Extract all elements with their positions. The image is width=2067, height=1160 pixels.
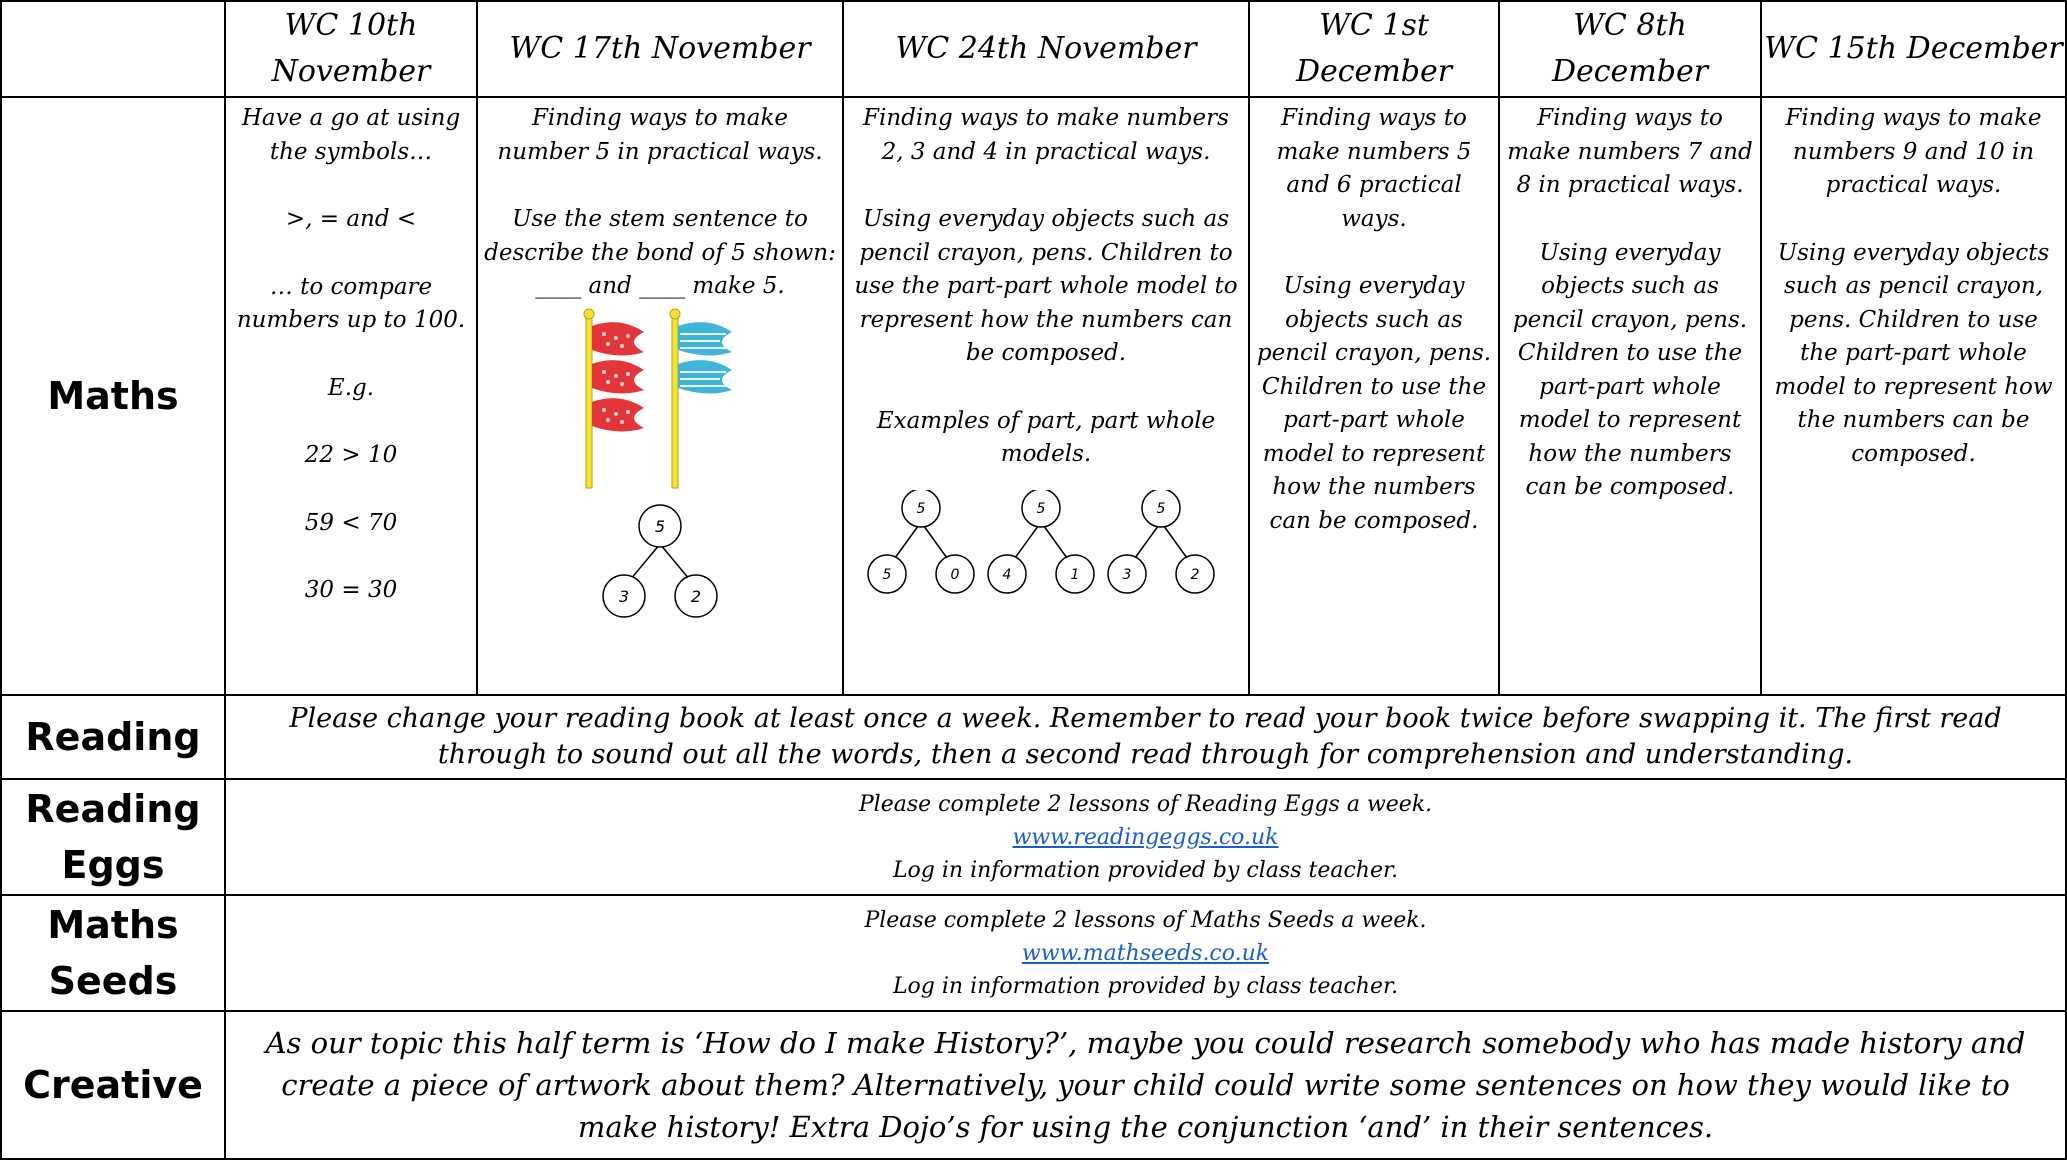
maths-week-5-line: Using everyday objects such as pencil crayon, pens. Children to use the part-part whole model to represent how the numbers can be composed. <box>1512 239 1748 500</box>
maths-week-4-cell <box>1248 96 1500 696</box>
maths-seeds-line-3: Log in information provided by class teacher. <box>892 973 1399 999</box>
model-part: 2 <box>1190 566 1200 583</box>
maths-week-2-line: Use the stem sentence to describe the bond of 5 shown: ____ and ____ make 5. <box>484 206 836 299</box>
header-week-6 <box>1760 0 2067 98</box>
reading-cell <box>224 694 2067 780</box>
row-label-maths-text: Maths <box>47 374 179 418</box>
row-label-reading-text: Reading <box>25 715 201 759</box>
row-label-maths-seeds-text: Maths Seeds <box>47 903 179 1003</box>
maths-week-4-line: Finding ways to make numbers 5 and 6 practical ways. <box>1276 105 1472 232</box>
maths-week-1-line: Have a go at using the symbols… <box>241 105 461 165</box>
header-week-3 <box>842 0 1250 98</box>
creative-text: As our topic this half term is ‘How do I make History?’, maybe you could research somebody who has made history and create a piece of artwork about them? Alternatively, your child could write some sentences on how they would like to make history! Extra Dojo’s for using the conjunction ‘and’ in their sentences. <box>265 1026 2026 1144</box>
maths-week-3-line: Using everyday objects such as pencil crayon, pens. Children to use the part-part whole model to represent how the numbers can be composed. <box>854 206 1238 366</box>
model-part: 2 <box>690 586 702 606</box>
maths-week-5-cell <box>1498 96 1762 696</box>
row-label-reading-eggs <box>0 778 226 896</box>
row-label-creative-text: Creative <box>23 1063 203 1107</box>
maths-week-3-cell <box>842 96 1250 696</box>
header-week-4-label: WC 1st December <box>1295 8 1453 89</box>
part-whole-model <box>1108 490 1214 593</box>
maths-week-1-line: E.g. <box>327 374 375 401</box>
maths-week-6-line: Using everyday objects such as pencil crayon, pens. Children to use the part-part whole model to represent how the numbers can be composed. <box>1774 239 2053 467</box>
maths-week-3-line: Finding ways to make numbers 2, 3 and 4 in practical ways. <box>863 105 1229 165</box>
reading-eggs-line-1: Please complete 2 lessons of Reading Eggs a week. <box>858 791 1433 817</box>
maths-seeds-cell <box>224 894 2067 1012</box>
header-week-2 <box>476 0 844 98</box>
header-blank-cell <box>0 0 226 98</box>
reading-eggs-cell <box>224 778 2067 896</box>
row-label-maths-seeds <box>0 894 226 1012</box>
row-label-reading-eggs-text: Reading Eggs <box>25 787 201 887</box>
header-week-4 <box>1248 0 1500 98</box>
maths-week-1-line: 59 < 70 <box>304 509 398 536</box>
row-label-reading <box>0 694 226 780</box>
reading-eggs-link[interactable]: www.readingeggs.co.uk <box>1012 824 1279 850</box>
maths-seeds-line-1: Please complete 2 lessons of Maths Seeds a week. <box>864 907 1427 933</box>
maths-week-1-line: >, = and < <box>285 206 417 232</box>
model-part: 0 <box>950 566 960 583</box>
maths-week-2-line: Finding ways to make number 5 in practical ways. <box>497 105 823 165</box>
maths-week-6-cell <box>1760 96 2067 696</box>
model-part: 3 <box>618 586 630 606</box>
model-whole: 5 <box>654 516 666 536</box>
model-whole: 5 <box>1036 500 1046 517</box>
header-week-6-label: WC 15th December <box>1764 31 2063 66</box>
reading-text: Please change your reading book at least once a week. Remember to read your book twice before swapping it. The first read through to sound out all the words, then a second read through for comprehension and understanding. <box>289 703 2002 770</box>
model-part: 4 <box>1002 566 1012 583</box>
maths-week-1-line: 30 = 30 <box>304 577 398 603</box>
header-week-5-label: WC 8th December <box>1551 8 1709 89</box>
header-week-3-label: WC 24th November <box>895 31 1197 66</box>
row-label-maths <box>0 96 226 696</box>
model-part: 5 <box>882 566 892 583</box>
part-whole-model <box>868 490 974 593</box>
creative-cell <box>224 1010 2067 1160</box>
part-whole-model <box>590 502 730 622</box>
flags-illustration <box>560 308 760 490</box>
maths-seeds-link[interactable]: www.mathseeds.co.uk <box>1021 940 1270 966</box>
row-label-creative <box>0 1010 226 1160</box>
model-whole: 5 <box>916 500 926 517</box>
reading-eggs-line-3: Log in information provided by class teacher. <box>892 857 1399 883</box>
model-part: 3 <box>1122 566 1132 583</box>
header-week-1-label: WC 10th November <box>271 8 431 89</box>
model-part: 1 <box>1070 566 1080 583</box>
header-week-5 <box>1498 0 1762 98</box>
maths-week-2-cell <box>476 96 844 696</box>
maths-week-4-line: Using everyday objects such as pencil crayon, pens. Children to use the part-part whole model to represent how the numbers can be composed. <box>1256 273 1492 534</box>
part-whole-model <box>988 490 1094 593</box>
maths-week-6-line: Finding ways to make numbers 9 and 10 in practical ways. <box>1785 105 2042 198</box>
maths-week-1-line: … to compare numbers up to 100. <box>236 273 466 333</box>
header-week-2-label: WC 17th November <box>509 31 811 66</box>
model-whole: 5 <box>1156 500 1166 517</box>
maths-week-1-cell <box>224 96 478 696</box>
part-whole-models <box>861 490 1231 600</box>
maths-week-5-line: Finding ways to make numbers 7 and 8 in practical ways. <box>1507 105 1753 198</box>
maths-week-3-line: Examples of part, part whole models. <box>876 407 1216 467</box>
maths-week-1-line: 22 > 10 <box>304 442 398 468</box>
header-week-1 <box>224 0 478 98</box>
